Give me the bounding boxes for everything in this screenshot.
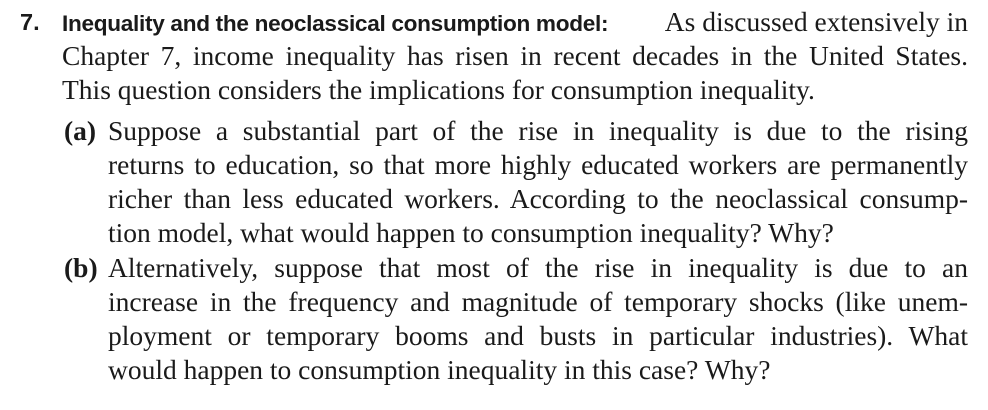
- question-intro-line-3: This question considers the implications for consumption inequality.: [62, 74, 815, 105]
- question-title: Inequality and the neoclassical consumption model:: [62, 11, 609, 36]
- part-a-line-3: richer than less educated workers. According to the neoclassical consump-: [108, 183, 968, 214]
- question-number: 7.: [20, 9, 40, 35]
- part-a-line-4: tion model, what would happen to consumption inequality? Why?: [108, 217, 834, 248]
- part-b-line-1: Alternatively, suppose that most of the rise in inequality is due to an: [108, 252, 968, 283]
- part-b-label: (b): [64, 252, 98, 283]
- question-intro-line-1: [62, 5, 968, 39]
- part-b-line-2: increase in the frequency and magnitude of temporary shocks (like unem-: [108, 286, 968, 317]
- part-b-line-3: ployment or temporary booms and busts in particular industries). What: [108, 320, 968, 351]
- part-a-line-1: Suppose a substantial part of the rise in inequality is due to the rising: [108, 115, 968, 146]
- part-a-line-2: returns to education, so that more highly educated workers are permanently: [108, 149, 968, 180]
- question-intro-line-2: Chapter 7, income inequality has risen in recent decades in the United States.: [62, 40, 968, 71]
- question-intro-text-1: As discussed extensively in: [664, 6, 968, 37]
- part-b-line-4: would happen to consumption inequality in this case? Why?: [108, 354, 771, 385]
- part-a-label: (a): [64, 115, 97, 146]
